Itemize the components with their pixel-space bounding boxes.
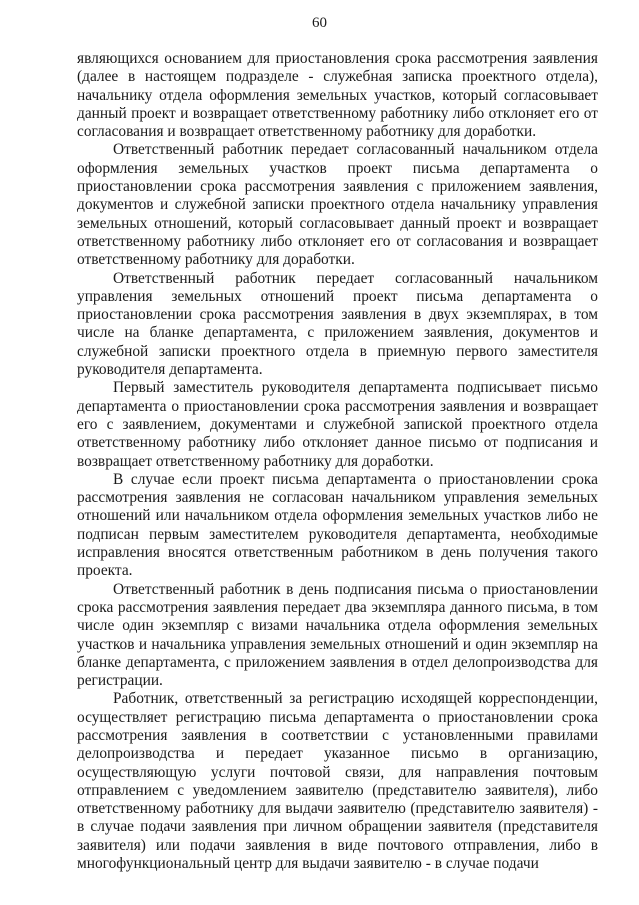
paragraph: Работник, ответственный за регистрацию исходящей корреспонденции, осуществляет регистрацию письма департамента о приостановлении срока рассмотрения заявления в соответствии с установленными правилами делопроизводства и передает указанное письмо в организацию, осуществляющую услуги почтовой связи, для направления почтовым отправлением с уведомлением заявителю (представителю заявителя), либо ответственному работнику для выдачи заявителю (представителю заявителя) - в случае подачи заявления при личном обращении заявителя (представителя заявителя) или подачи заявления в виде почтового отправления, либо в многофункциональный центр для выдачи заявителю - в случае подачи: [77, 690, 598, 873]
paragraph: В случае если проект письма департамента о приостановлении срока рассмотрения заявления не согласован начальником управления земельных отношений или начальником отдела оформления земельных участков либо не подписан первым заместителем руководителя департамента, необходимые исправления вносятся ответственным работником в день получения такого проекта.: [77, 470, 598, 580]
paragraph: Ответственный работник передает согласованный начальником управления земельных отношений проект письма департамента о приостановлении срока рассмотрения заявления в двух экземплярах, в том числе на бланке департамента, с приложением заявления, документов и служебной записки проектного отдела в приемную первого заместителя руководителя департамента.: [77, 269, 598, 379]
paragraph-continued: являющихся основанием для приостановления срока рассмотрения заявления (далее в настоящем подразделе - служебная записка проектного отдела), начальнику отдела оформления земельных участков, который согласовывает данный проект и возвращает ответственному работнику либо отклоняет его от согласования и возвращает ответственному работнику для доработки.: [77, 50, 598, 141]
paragraph: Ответственный работник в день подписания письма о приостановлении срока рассмотрения заявления передает два экземпляра данного письма, в том числе один экземпляр с визами начальника отдела оформления земельных участков и начальника управления земельных отношений и один экземпляр на бланке департамента, с приложением заявления в отдел делопроизводства для регистрации.: [77, 580, 598, 690]
document-body: [77, 50, 598, 873]
page-number: 60: [312, 15, 327, 31]
paragraph: Первый заместитель руководителя департамента подписывает письмо департамента о приостановлении срока рассмотрения заявления и возвращает его с заявлением, документами и служебной запиской проектного отдела ответственному работнику либо отклоняет данное письмо от подписания и возвращает ответственному работнику для доработки.: [77, 379, 598, 470]
paragraph: Ответственный работник передает согласованный начальником отдела оформления земельных участков проект письма департамента о приостановлении срока рассмотрения заявления с приложением заявления, документов и служебной записки проектного отдела начальнику управления земельных отношений, который согласовывает данный проект и возвращает ответственному работнику либо отклоняет его от согласования и возвращает ответственному работнику для доработки.: [77, 141, 598, 269]
